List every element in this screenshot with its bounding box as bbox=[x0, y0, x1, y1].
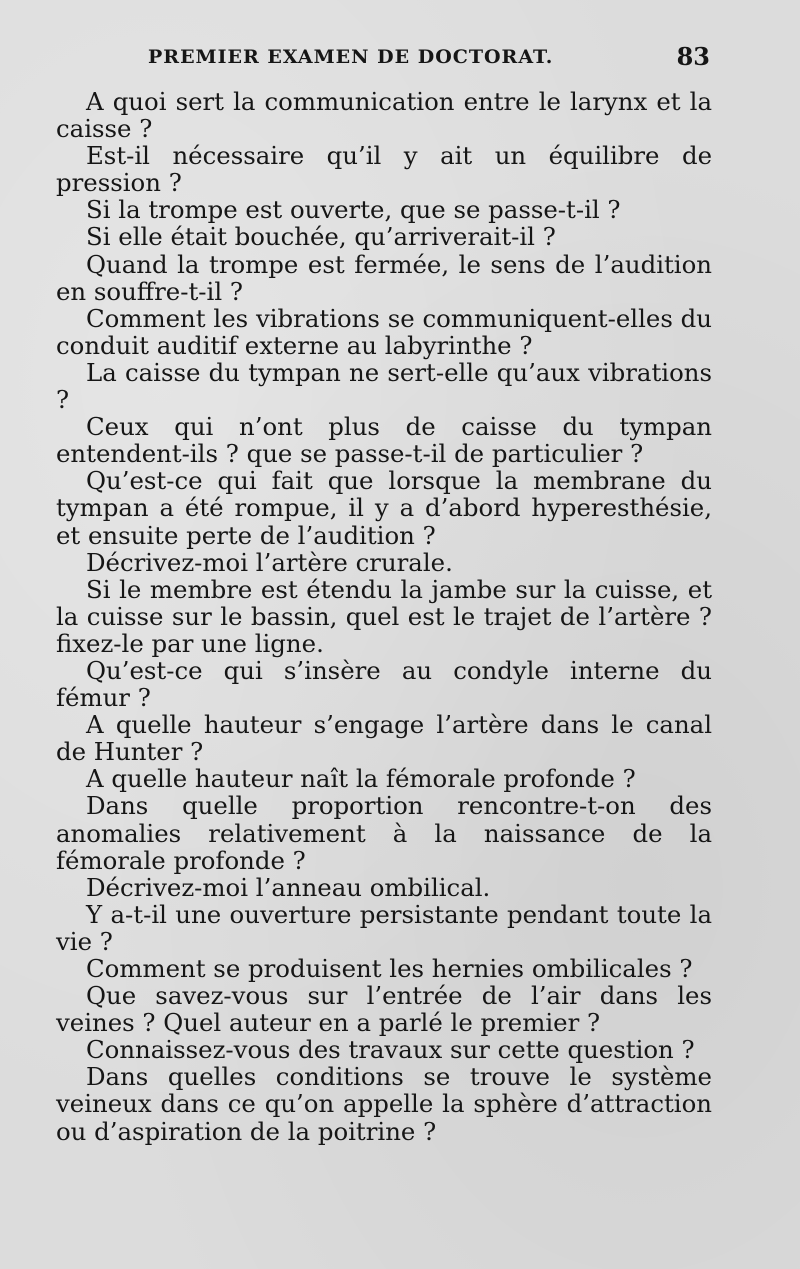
question-paragraph: A quoi sert la communication entre le larynx et la caisse ? bbox=[56, 87, 712, 144]
question-paragraph: Qu’est-ce qui fait que lorsque la membrane du tympan a été rompue, il y a d’abord hyperesthésie, et ensuite perte de l’audition ? bbox=[56, 466, 712, 550]
question-paragraph: Y a-t-il une ouverture persistante pendant toute la vie ? bbox=[56, 899, 712, 956]
question-paragraph: Ceux qui n’ont plus de caisse du tympan entendent-ils ? que se passe-t-il de particulier ? bbox=[56, 412, 712, 469]
question-paragraph: Quand la trompe est fermée, le sens de l’audition en souffre-t-il ? bbox=[56, 249, 712, 306]
question-paragraph: Dans quelles conditions se trouve le système veineux dans ce qu’on appelle la sphère d’attraction ou d’aspiration de la poitrine ? bbox=[56, 1062, 712, 1146]
question-paragraph: La caisse du tympan ne sert-elle qu’aux vibrations ? bbox=[56, 357, 712, 415]
question-paragraph: A quelle hauteur s’engage l’artère dans le canal de Hunter ? bbox=[56, 710, 712, 767]
question-paragraph: Si elle était bouchée, qu’arriverait-il ? bbox=[86, 222, 556, 252]
question-paragraph: Comment les vibrations se communiquent-elles du conduit auditif externe au labyrinthe ? bbox=[56, 303, 712, 360]
question-paragraph: Décrivez-moi l’artère crurale. bbox=[86, 547, 453, 577]
running-head-title: PREMIER EXAMEN DE DOCTORAT. bbox=[148, 46, 554, 68]
question-paragraph: Connaissez-vous des travaux sur cette question ? bbox=[86, 1035, 695, 1065]
question-paragraph: Qu’est-ce qui s’insère au condyle interne du fémur ? bbox=[56, 655, 712, 713]
page-number: 83 bbox=[676, 42, 710, 71]
question-list bbox=[56, 88, 712, 1145]
question-paragraph: Dans quelle proportion rencontre-t-on des anomalies relativement à la naissance de la fémorale profonde ? bbox=[56, 791, 712, 875]
question-paragraph: Si le membre est étendu la jambe sur la cuisse, et la cuisse sur le bassin, quel est le trajet de l’artère ? fixez-le par une ligne. bbox=[56, 574, 712, 658]
running-head bbox=[148, 42, 710, 76]
question-paragraph: A quelle hauteur naît la fémorale profonde ? bbox=[86, 764, 636, 794]
question-paragraph: Comment se produisent les hernies ombilicales ? bbox=[86, 954, 693, 983]
question-paragraph: Décrivez-moi l’anneau ombilical. bbox=[86, 872, 491, 902]
question-paragraph: Que savez-vous sur l’entrée de l’air dans les veines ? Quel auteur en a parlé le premier ? bbox=[56, 981, 712, 1038]
question-paragraph: Est-il nécessaire qu’il y ait un équilibre de pression ? bbox=[56, 141, 712, 198]
question-paragraph: Si la trompe est ouverte, que se passe-t-il ? bbox=[86, 195, 621, 225]
